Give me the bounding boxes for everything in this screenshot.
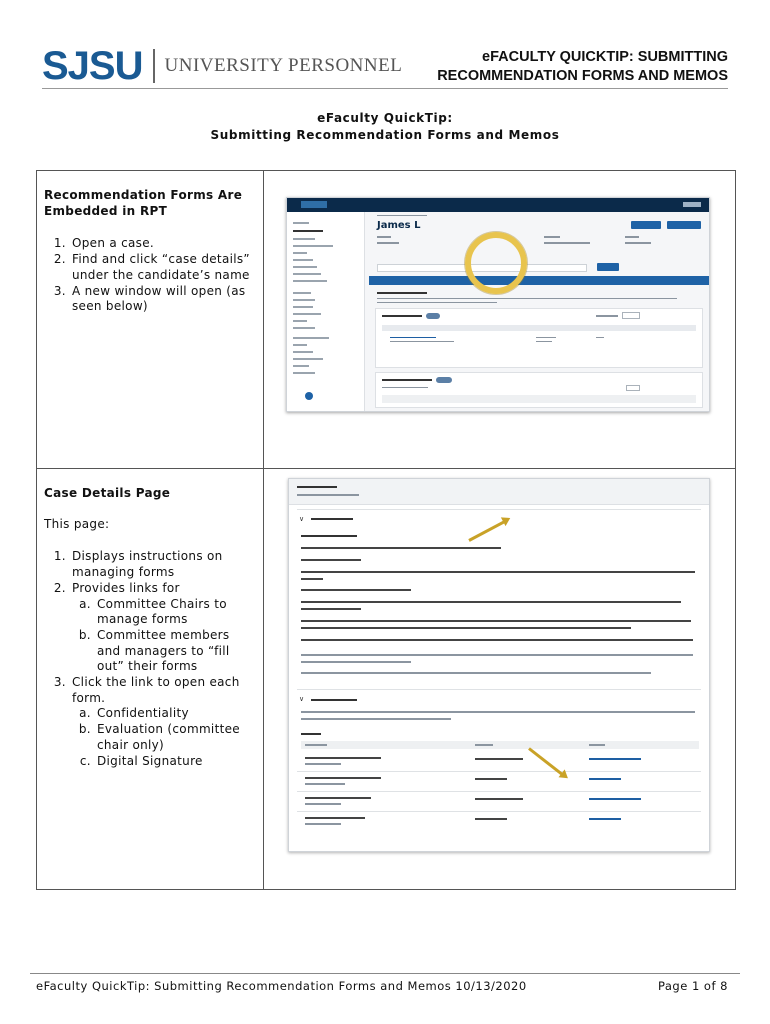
doc-title-line1: eFaculty QuickTip: [317, 111, 453, 125]
screenshot-main [369, 212, 709, 411]
sub-list-item: a. Confidentiality [95, 706, 257, 722]
screenshot-documents-panel [375, 372, 703, 408]
logo-divider [153, 49, 155, 83]
case-details-screenshot: ∨ ∨ [288, 478, 710, 852]
section-case-details [37, 469, 264, 890]
screenshot-candidate-name: James L [377, 220, 421, 231]
screenshot-forms-panel [375, 308, 703, 368]
list-item-text: Click the link to open each form. [72, 675, 240, 705]
screenshot-brand [301, 201, 327, 208]
screenshot-sidebar [287, 212, 365, 411]
list-item [70, 675, 257, 769]
highlight-circle [465, 232, 527, 294]
screenshot-tab-band [369, 276, 709, 285]
section-recommendation-forms [37, 171, 264, 469]
screenshot-user-menu [683, 202, 701, 207]
sjsu-logo [42, 44, 402, 88]
sub-list-item: a. Committee Chairs to manage forms [95, 597, 257, 628]
pointer-arrow [528, 747, 565, 776]
logo-wordmark: SJSU [42, 44, 143, 88]
pointer-arrow [468, 519, 506, 541]
document-title [0, 110, 770, 144]
sub-list-item: c. Digital Signature [95, 754, 257, 770]
page-header [0, 0, 770, 88]
screenshot-header [289, 479, 709, 505]
steps-list [44, 549, 257, 769]
sub-list [72, 597, 257, 676]
section-intro: This page: [44, 516, 110, 531]
doc-title-line2: Submitting Recommendation Forms and Memos [210, 128, 560, 142]
screenshot-navbar [287, 198, 709, 212]
header-title-line2: RECOMMENDATION FORMS AND MEMOS [437, 68, 728, 84]
list-item: 3. A new window will open (as seen below) [70, 284, 257, 315]
page-number: Page 1 of 8 [657, 979, 728, 993]
sub-list-item: b. Evaluation (committee chair only) [95, 722, 257, 753]
sub-list-item: b. Committee members and managers to “fill out” their forms [95, 628, 257, 675]
header-divider [42, 88, 728, 89]
list-item-text: Provides links for [72, 580, 180, 595]
header-title [437, 48, 728, 86]
section-heading: Case Details Page [44, 486, 171, 500]
list-item: 2. Find and click “case details” under the candidate’s name [70, 252, 257, 283]
heading-line2: Embedded in RPT [44, 203, 168, 218]
footer-text: eFaculty QuickTip: Submitting Recommendation Forms and Memos 10/13/2020 [36, 979, 527, 993]
sub-list [72, 706, 257, 769]
section-heading [44, 188, 257, 219]
list-item [70, 581, 257, 675]
steps-list [44, 236, 257, 315]
list-item: 1. Displays instructions on managing forms [70, 549, 257, 580]
list-item: 1. Open a case. [70, 236, 257, 252]
logo-subtitle: UNIVERSITY PERSONNEL [164, 55, 403, 76]
rpt-case-screenshot [286, 197, 710, 412]
footer-divider [30, 973, 740, 974]
heading-line1: Recommendation Forms Are [44, 188, 243, 202]
header-title-line1: eFACULTY QUICKTIP: SUBMITTING [482, 49, 728, 65]
